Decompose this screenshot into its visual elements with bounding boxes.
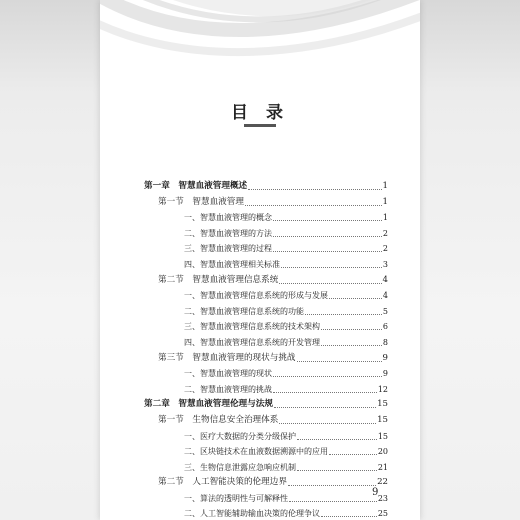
toc-entry-title: 三、智慧血液管理信息系统的技术架构 [184,322,320,332]
toc-entry-section[interactable] [144,351,388,367]
toc-entry-title: 第二章 智慧血液管理伦理与法规 [144,399,273,410]
toc-entry-title: 一、算法的透明性与可解释性 [184,493,288,503]
toc-entry-page: 9 [382,369,388,379]
toc-entry-item[interactable] [144,241,388,257]
toc-entry-page: 23 [377,493,388,503]
toc-entry-title: 二、智慧血液管理信息系统的功能 [184,306,304,316]
toc-entry-item[interactable] [144,382,388,398]
toc-leader-dots [297,351,382,362]
toc-leader-dots [245,195,382,206]
toc-entry-item[interactable] [144,429,388,445]
toc-entry-section[interactable] [144,475,388,491]
toc-entry-page: 20 [377,447,388,457]
toc-entry-title: 第二节 人工智能决策的伦理边界 [158,477,287,488]
toc-entry-page: 15 [377,414,388,425]
toc-entry-item[interactable] [144,335,388,351]
toc-entry-chapter[interactable] [144,179,388,195]
toc-entry-title: 二、人工智能辅助输血决策的伦理争议 [184,509,320,519]
toc-entry-page: 25 [377,509,388,519]
book-page [100,0,420,520]
toc-entry-title: 四、智慧血液管理相关标准 [184,259,280,269]
toc-leader-dots [305,304,382,315]
toc-leader-dots [289,491,377,502]
toc-entry-item[interactable] [144,366,388,382]
toc-entry-item[interactable] [144,304,388,320]
toc-entry-title: 二、智慧血液管理的挑战 [184,384,272,394]
toc-entry-page: 1 [382,213,388,223]
toc-entry-item[interactable] [144,319,388,335]
toc-entry-page: 8 [382,337,388,347]
toc-entry-title: 一、智慧血液管理信息系统的形成与发展 [184,291,328,301]
toc-entry-page: 1 [382,181,388,191]
toc-entry-page: 12 [377,384,388,394]
table-of-contents [144,179,388,520]
toc-leader-dots [273,241,382,252]
toc-entry-title: 二、区块链技术在血液数据溯源中的应用 [184,447,328,457]
toc-leader-dots [329,288,382,299]
toc-leader-dots [281,257,382,268]
toc-entry-page: 9 [382,352,388,363]
toc-entry-title: 第一章 智慧血液管理概述 [144,181,248,191]
toc-leader-dots [279,413,376,424]
toc-entry-section[interactable] [144,413,388,429]
toc-entry-page: 21 [377,462,388,472]
toc-entry-title: 第一节 生物信息安全治理体系 [158,414,279,425]
toc-entry-title: 一、智慧血液管理的概念 [184,213,272,223]
toc-entry-item[interactable] [144,460,388,476]
toc-entry-item[interactable] [144,257,388,273]
toc-entry-page: 15 [377,399,388,410]
toc-leader-dots [274,397,376,408]
toc-leader-dots [248,179,381,190]
toc-entry-page: 4 [382,291,388,301]
decorative-swirl [100,0,420,80]
toc-leader-dots [321,506,377,517]
toc-leader-dots [279,273,381,284]
toc-entry-title: 三、生物信息泄露应急响应机制 [184,462,296,472]
toc-entry-title: 一、智慧血液管理的现状 [184,369,272,379]
toc-entry-chapter[interactable] [144,397,388,413]
toc-entry-page: 6 [382,322,388,332]
toc-entry-title: 三、智慧血液管理的过程 [184,244,272,254]
toc-entry-page: 2 [382,244,388,254]
toc-entry-title: 一、医疗大数据的分类分级保护 [184,431,296,441]
toc-entry-page: 3 [382,259,388,269]
toc-leader-dots [273,382,377,393]
toc-entry-title: 第二节 智慧血液管理信息系统 [158,274,279,285]
toc-entry-title: 第三节 智慧血液管理的现状与挑战 [158,352,296,363]
toc-entry-item[interactable] [144,491,388,507]
page-number: 9 [372,487,379,498]
toc-entry-item[interactable] [144,226,388,242]
toc-entry-section[interactable] [144,273,388,289]
toc-entry-page: 15 [377,431,388,441]
toc-leader-dots [297,460,377,471]
toc-entry-title: 第一节 智慧血液管理 [158,196,244,207]
toc-entry-page: 1 [382,196,388,207]
toc-entry-item[interactable] [144,288,388,304]
toc-entry-page: 4 [382,274,388,285]
toc-entry-page: 22 [377,477,388,488]
toc-entry-section[interactable] [144,195,388,211]
toc-entry-item[interactable] [144,506,388,520]
toc-heading-text: 目 录 [231,103,289,123]
heading-underline [244,124,276,127]
toc-entry-page: 5 [382,306,388,316]
toc-entry-title: 二、智慧血液管理的方法 [184,228,272,238]
toc-leader-dots [329,444,377,455]
toc-leader-dots [288,475,376,486]
toc-heading [100,98,420,123]
toc-leader-dots [321,319,382,330]
toc-leader-dots [273,366,382,377]
toc-leader-dots [273,210,382,221]
toc-leader-dots [297,429,377,440]
toc-entry-item[interactable] [144,210,388,226]
toc-leader-dots [273,226,382,237]
toc-entry-page: 2 [382,228,388,238]
toc-entry-title: 四、智慧血液管理信息系统的开发管理 [184,337,320,347]
toc-entry-item[interactable] [144,444,388,460]
toc-leader-dots [321,335,382,346]
